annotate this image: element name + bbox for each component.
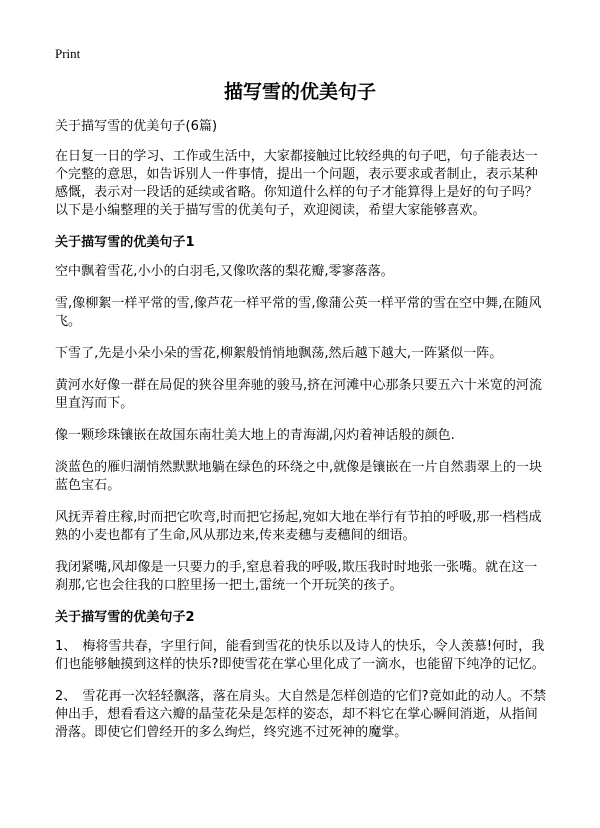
article-body (55, 118, 548, 756)
intro-paragraph: 在日复一日的学习、工作或生活中，大家都接触过比较经典的句子吧，句子能表达一个完整的意思，如告诉别人一件事情，提出一个问题，表示要求或者制止，表示某种感慨，表示对一段话的延续或省略。你知道什么样的句子才能算得上是好的句子吗？以下是小编整理的关于描写雪的优美句子，欢迎阅读，希望大家能够喜欢。 (55, 149, 538, 218)
section-heading-1: 关于描写雪的优美句子1 (55, 235, 195, 250)
print-label: Print (55, 46, 81, 61)
numbered-item (55, 688, 548, 742)
paragraph: 空中飘着雪花,小小的白羽毛,又像吹落的梨花瓣,零寥落落。 (55, 264, 394, 279)
item-text: 梅将雪共春，字里行间，能看到雪花的快乐以及诗人的快乐，令人羡慕!何时，我们也能够触摸到这样的快乐?即使雪花在掌心里化成了一滴水，也能留下纯净的记忆。 (55, 639, 545, 672)
item-text: 雪花再一次轻轻飘落，落在肩头。大自然是怎样创造的它们?竟如此的动人。不禁伸出手，想看看这六瓣的晶莹花朵是怎样的姿态，却不料它在掌心瞬间消逝，从指间滑落。即使它们曾经开的多么绚烂，终究逃不过死神的魔掌。 (55, 689, 547, 740)
article-subtitle: 关于描写雪的优美句子(6篇) (55, 119, 218, 134)
section-heading-2: 关于描写雪的优美句子2 (55, 610, 195, 625)
paragraph: 淡蓝色的雁归湖悄然默默地躺在绿色的环绕之中,就像是镶嵌在一片自然翡翠上的一块蓝色宝石。 (55, 460, 543, 493)
paragraph: 下雪了,先是小朵小朵的雪花,柳絮般悄悄地飘荡,然后越下越大,一阵紧似一阵。 (55, 346, 503, 361)
item-number: 1、 (55, 639, 77, 654)
paragraph: 雪,像柳絮一样平常的雪,像芦花一样平常的雪,像蒲公英一样平常的雪在空中舞,在随风飞。 (55, 296, 542, 329)
item-number: 2、 (55, 689, 77, 704)
page-title: 描写雪的优美句子 (223, 81, 376, 103)
paragraph: 黄河水好像一群在局促的狭谷里奔驰的骏马,挤在河滩中心那条只要五六十米宽的河流里直泻而下。 (55, 378, 543, 411)
paragraph: 风抚弄着庄稼,时而把它吹弯,时而把它扬起,宛如大地在举行有节拍的呼吸,那一档档成熟的小麦也都有了生命,风从那边来,传来麦穗与麦穗间的细语。 (55, 510, 542, 543)
paragraph: 我闭紧嘴,风却像是一只要力的手,窒息着我的呼吸,欺压我时时地张一张嘴。就在这一刹那,它也会往我的口腔里扬一把土,雷统一个开玩笑的孩子。 (55, 560, 538, 593)
numbered-item (55, 638, 548, 674)
paragraph: 像一颗珍珠镶嵌在故国东南壮美大地上的青海湖,闪灼着神话般的颜色. (55, 428, 455, 443)
